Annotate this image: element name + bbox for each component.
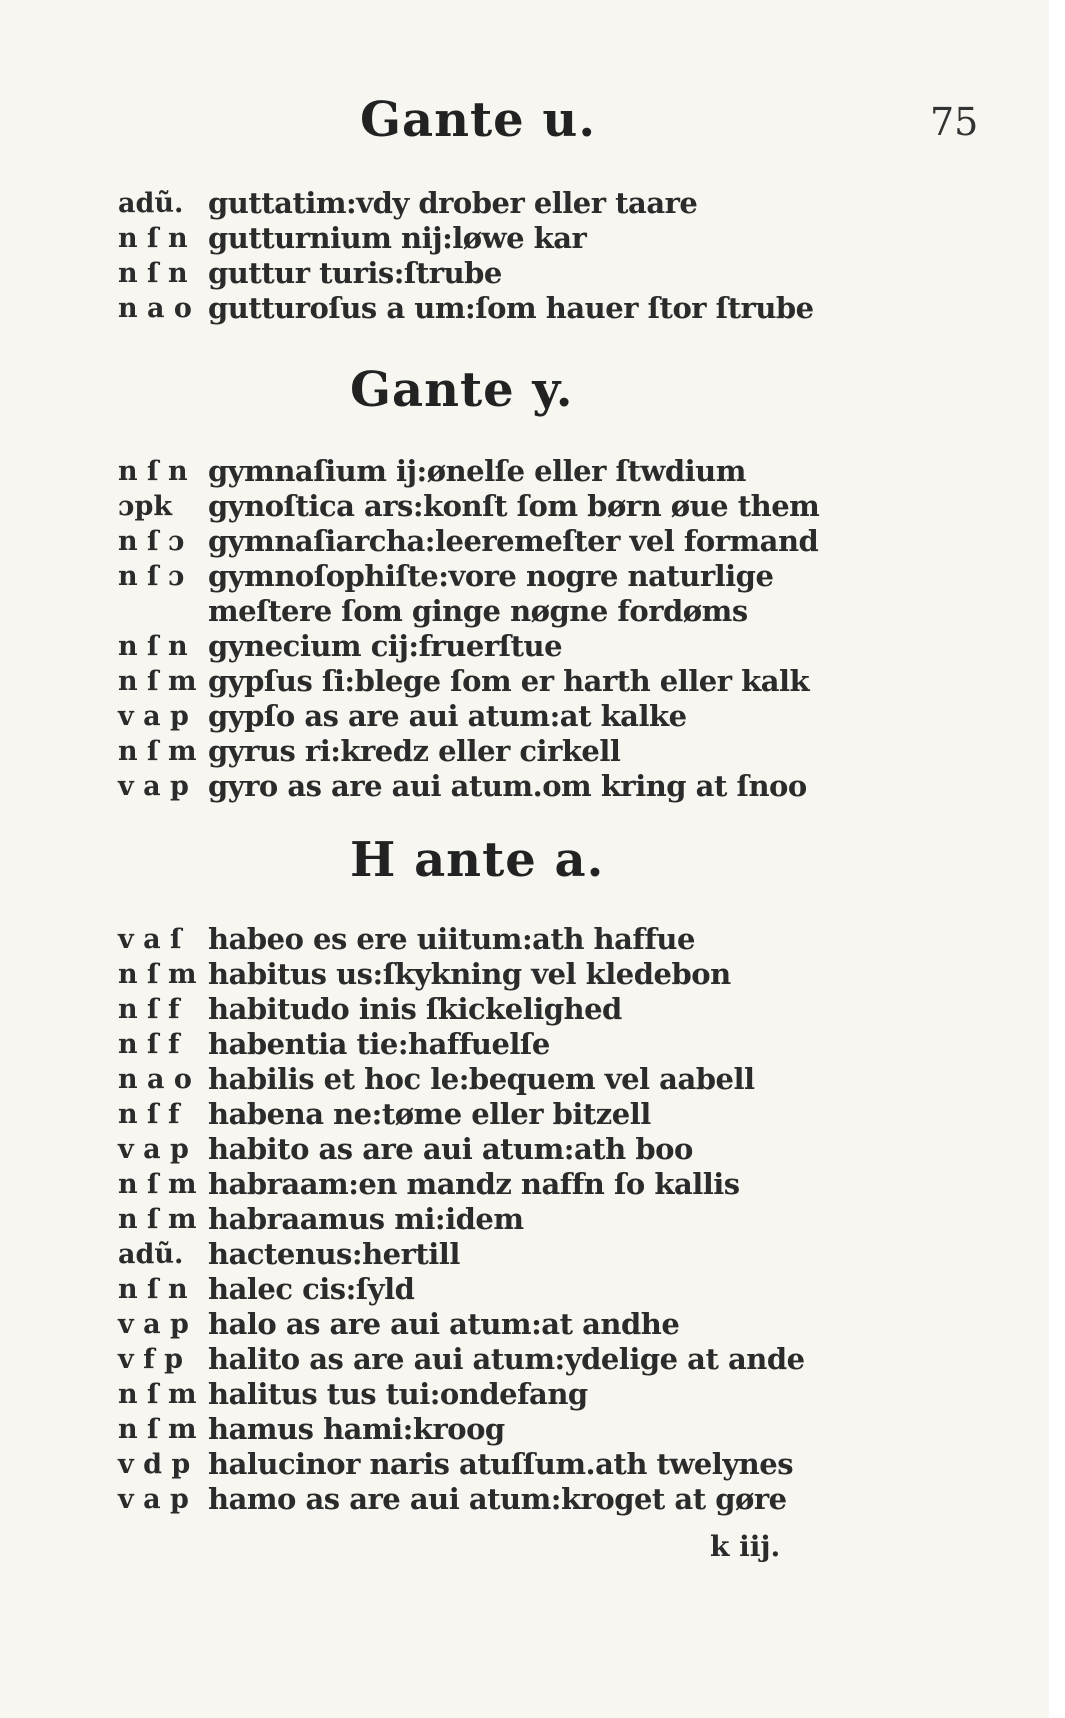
entry-text: meſtere ſom ginge nøgne fordøms — [208, 594, 748, 628]
grammar-code: n ſ n — [118, 456, 188, 487]
grammar-code: n ſ m — [118, 1204, 197, 1235]
grammar-code: v a p — [118, 701, 189, 732]
entry-text: gynecium cij:fruerſtue — [208, 629, 563, 663]
grammar-code: adũ. — [118, 1239, 184, 1270]
entry-text: gypſus ſi:blege ſom er harth eller kalk — [208, 664, 810, 698]
grammar-code: n ſ ɔ — [118, 526, 185, 557]
page-number: 75 — [930, 100, 979, 144]
section-heading-gante-u: Gante u. — [360, 92, 597, 148]
entry-text: hamo as are aui atum:kroget at gøre — [208, 1482, 787, 1516]
grammar-code: v a p — [118, 771, 189, 802]
entry-text: gutturoſus a um:ſom hauer ſtor ſtrube — [208, 291, 814, 325]
entry-text: habentia tie:haffuelſe — [208, 1027, 550, 1061]
grammar-code: n ſ n — [118, 258, 188, 289]
entry-text: habitudo inis ſkickelighed — [208, 992, 622, 1026]
entry-text: habitus us:ſkykning vel kledebon — [208, 957, 731, 991]
grammar-code: v a ſ — [118, 924, 182, 955]
entry-text: gypſo as are aui atum:at kalke — [208, 699, 687, 733]
grammar-code: ɔpk — [118, 491, 173, 522]
entry-text: halito as are aui atum:ydelige at ande — [208, 1342, 805, 1376]
grammar-code: v d p — [118, 1449, 191, 1480]
entry-text: habraam:en mandz naffn ſo kallis — [208, 1167, 740, 1201]
grammar-code: v a p — [118, 1309, 189, 1340]
grammar-code: n ſ f — [118, 994, 180, 1025]
grammar-code: n a o — [118, 293, 192, 324]
entry-text: habeo es ere uiitum:ath haffue — [208, 922, 695, 956]
grammar-code: n ſ f — [118, 1029, 180, 1060]
grammar-code: n ſ m — [118, 666, 197, 697]
grammar-code: n a o — [118, 1064, 192, 1095]
grammar-code: n ſ m — [118, 736, 197, 767]
entry-text: gymnoſophiſte:vore nogre naturlige — [208, 559, 774, 593]
grammar-code: n ſ m — [118, 959, 197, 990]
grammar-code: n ſ n — [118, 631, 188, 662]
entry-text: habilis et hoc le:bequem vel aabell — [208, 1062, 755, 1096]
entry-text: hactenus:hertill — [208, 1237, 460, 1271]
entry-text: hamus hami:kroog — [208, 1412, 505, 1446]
grammar-code: n ſ m — [118, 1169, 197, 1200]
page-edge — [1049, 0, 1065, 1718]
grammar-code: v f p — [118, 1344, 183, 1375]
grammar-code: adũ. — [118, 188, 184, 219]
entry-text: guttatim:vdy drober eller taare — [208, 186, 698, 220]
entry-text: guttur turis:ſtrube — [208, 256, 502, 290]
entry-text: halitus tus tui:ondefang — [208, 1377, 588, 1411]
entry-text: halucinor naris atuſſum.ath twelynes — [208, 1447, 794, 1481]
section-heading-gante-y: Gante y. — [350, 362, 574, 418]
grammar-code: n ſ m — [118, 1379, 197, 1410]
grammar-code: n ſ f — [118, 1099, 180, 1130]
entry-text: gymnaſiarcha:leeremeſter vel formand — [208, 524, 819, 558]
grammar-code: n ſ ɔ — [118, 561, 185, 592]
grammar-code: v a p — [118, 1134, 189, 1165]
section-heading-h-ante-a: H ante a. — [350, 832, 605, 888]
entry-text: gyro as are aui atum.om kring at ſnoo — [208, 769, 807, 803]
entry-text: habena ne:tøme eller bitzell — [208, 1097, 651, 1131]
grammar-code: n ſ m — [118, 1414, 197, 1445]
catchword-signature: k iij. — [710, 1530, 781, 1563]
entry-text: gyrus ri:kredz eller cirkell — [208, 734, 621, 768]
entry-text: gutturnium nij:løwe kar — [208, 221, 587, 255]
grammar-code: n ſ n — [118, 1274, 188, 1305]
entry-text: habraamus mi:idem — [208, 1202, 524, 1236]
grammar-code: v a p — [118, 1484, 189, 1515]
entry-text: gymnaſium ij:ønelſe eller ſtwdium — [208, 454, 746, 488]
entry-text: habito as are aui atum:ath boo — [208, 1132, 693, 1166]
entry-text: halec cis:ſyld — [208, 1272, 415, 1306]
entry-text: gynoſtica ars:konſt ſom børn øue them — [208, 489, 820, 523]
entry-text: halo as are aui atum:at andhe — [208, 1307, 680, 1341]
grammar-code: n ſ n — [118, 223, 188, 254]
